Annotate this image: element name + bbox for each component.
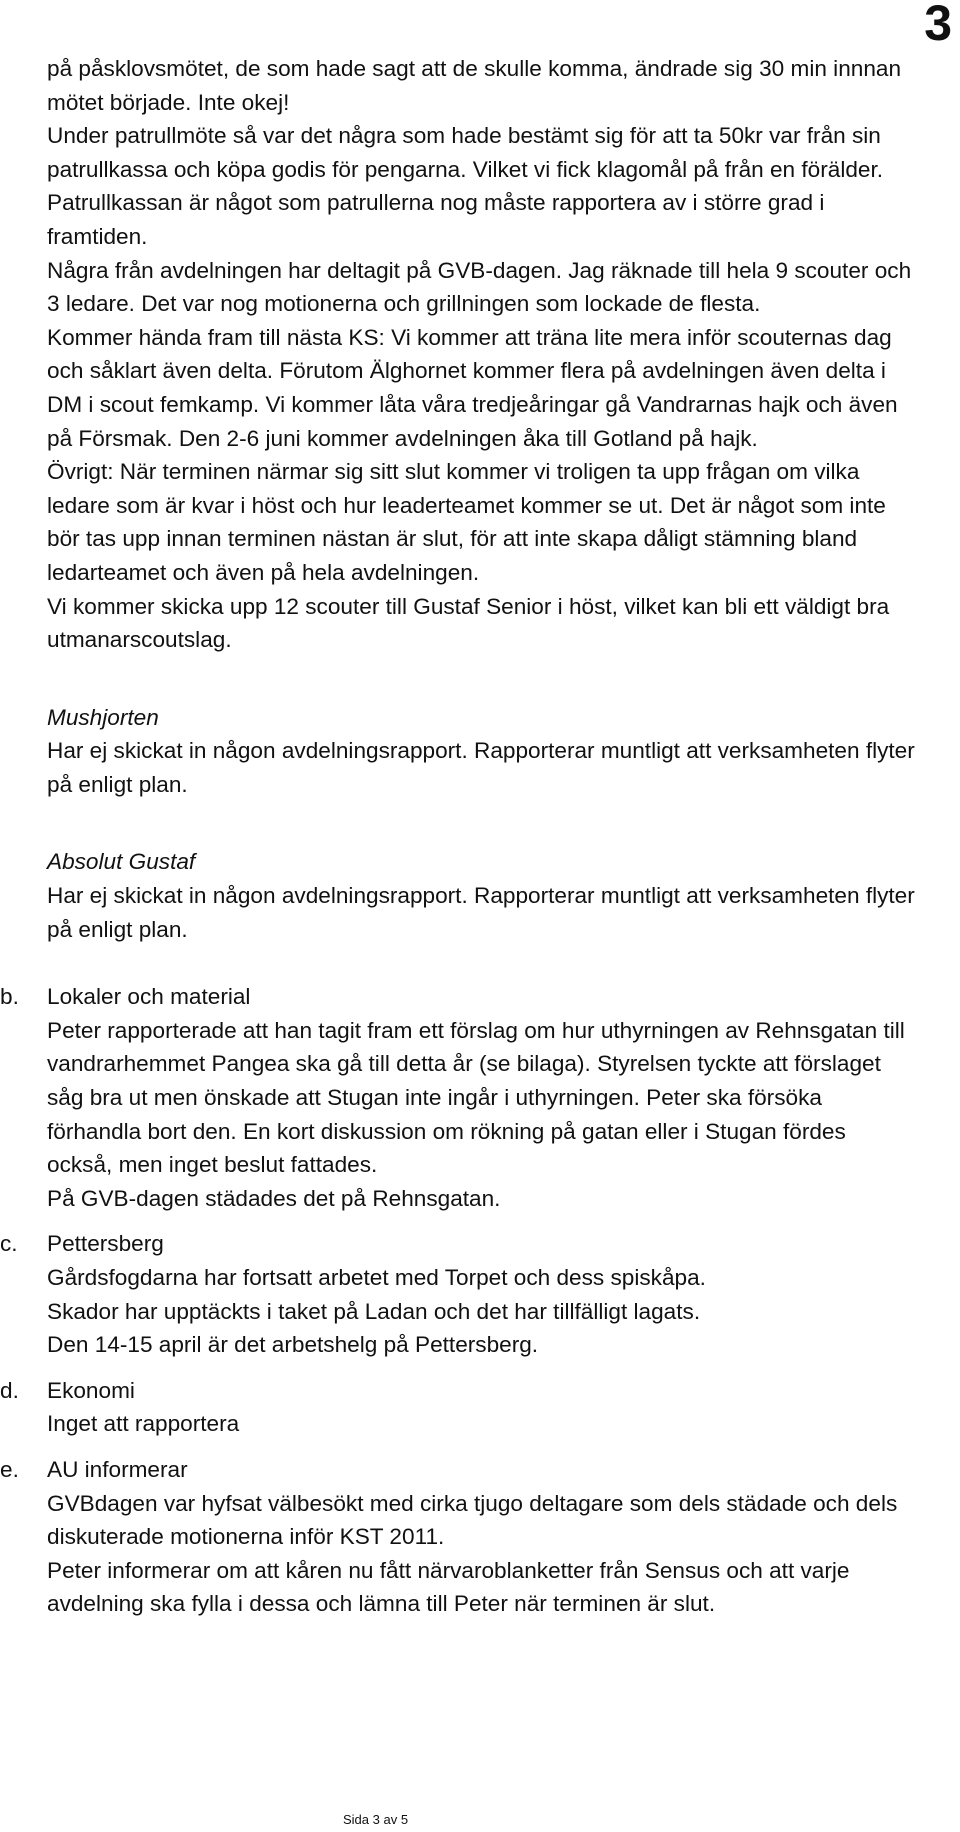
item-body — [47, 1374, 917, 1441]
top-section — [47, 52, 917, 657]
paragraph: Den 14-15 april är det arbetshelg på Pettersberg. — [47, 1332, 539, 1358]
item-body — [47, 1227, 917, 1361]
item-title: Lokaler och material — [47, 984, 251, 1010]
section-heading: Absolut Gustaf — [47, 849, 196, 875]
absolut-gustaf-section — [47, 845, 917, 946]
paragraph: Vi kommer skicka upp 12 scouter till Gustaf Senior i höst, vilket kan bli ett väldigt bra utmanarscoutslag. — [47, 593, 890, 653]
paragraph: Har ej skickat in någon avdelningsrapport. Rapporterar muntligt att verksamheten flyter på enligt plan. — [47, 883, 915, 942]
item-letter: c. — [0, 1231, 18, 1257]
paragraph: GVBdagen var hyfsat välbesökt med cirka tjugo deltagare som dels städade och dels diskuterade motionerna inför KST 2011. — [47, 1490, 898, 1550]
paragraph: Under patrullmöte så var det några som hade bestämt sig för att ta 50kr var från sin patrullkassa och köpa godis för pengarna. Vilket vi fick klagomål på från en förälder. Patrullkassan är något som patrullerna nog måste rapportera av i större grad i framtiden. — [47, 123, 884, 249]
item-letter: d. — [0, 1377, 19, 1403]
list-item — [0, 980, 917, 1215]
item-body — [47, 980, 917, 1215]
paragraph: Kommer hända fram till nästa KS: Vi kommer att träna lite mera inför scouternas dag och såklart även delta. Förutom Älghornet kommer flera på avdelningen även delta i DM i scout femkamp. Vi kommer låta våra tredjeåringar gå Vandrarnas hajk och även på Försmak. Den 2-6 juni kommer avdelningen åka till Gotland på hajk. — [47, 324, 898, 451]
page-footer: Sida 3 av 5 — [343, 1812, 409, 1827]
paragraph: Peter rapporterade att han tagit fram ett förslag om hur uthyrningen av Rehnsgatan till vandrarhemmet Pangea ska gå till detta år (se bilaga). Styrelsen tyckte att förslaget såg bra ut men önskade att Stugan inte ingår i uthyrningen. Peter ska försöka förhandla bort den. En kort diskussion om rökning på gatan eller i Stugan fördes också, men inget beslut fattades. — [47, 1017, 905, 1178]
item-title: Ekonomi — [47, 1377, 135, 1403]
list-item — [0, 1227, 917, 1361]
paragraph: På GVB-dagen städades det på Rehnsgatan. — [47, 1185, 501, 1211]
mushjorten-section — [47, 701, 917, 802]
paragraph: Inget att rapportera — [47, 1411, 240, 1437]
page-number: 3 — [924, 0, 952, 51]
item-letter: b. — [0, 984, 19, 1010]
paragraph: Några från avdelningen har deltagit på GVB-dagen. Jag räknade till hela 9 scouter och 3 ledare. Det var nog motionerna och grillningen som lockade de flesta. — [47, 257, 912, 317]
list-item — [0, 1374, 917, 1441]
item-letter: e. — [0, 1456, 19, 1482]
section-heading: Mushjorten — [47, 704, 159, 730]
paragraph: Har ej skickat in någon avdelningsrapport. Rapporterar muntligt att verksamheten flyter på enligt plan. — [47, 738, 915, 797]
paragraph: Skador har upptäckts i taket på Ladan och det har tillfälligt lagats. — [47, 1298, 701, 1324]
item-title: Pettersberg — [47, 1231, 164, 1257]
paragraph: Övrigt: När terminen närmar sig sitt slut kommer vi troligen ta upp frågan om vilka ledare som är kvar i höst och hur leaderteamet kommer se ut. Det är något som inte bör tas upp innan terminen nästan är slut, för att inte skapa dåligt stämning bland ledarteamet och även på hela avdelningen. — [47, 459, 886, 585]
document-body — [0, 52, 917, 1621]
item-body — [47, 1453, 917, 1621]
paragraph: på påsklovsmötet, de som hade sagt att de skulle komma, ändrade sig 30 min innnan mötet började. Inte okej! — [47, 56, 902, 115]
list-item — [0, 1453, 917, 1621]
paragraph: Peter informerar om att kåren nu fått närvaroblanketter från Sensus och att varje avdelning ska fylla i dessa och lämna till Peter när terminen är slut. — [47, 1557, 850, 1617]
item-title: AU informerar — [47, 1456, 188, 1482]
paragraph: Gårdsfogdarna har fortsatt arbetet med Torpet och dess spiskåpa. — [47, 1265, 706, 1290]
